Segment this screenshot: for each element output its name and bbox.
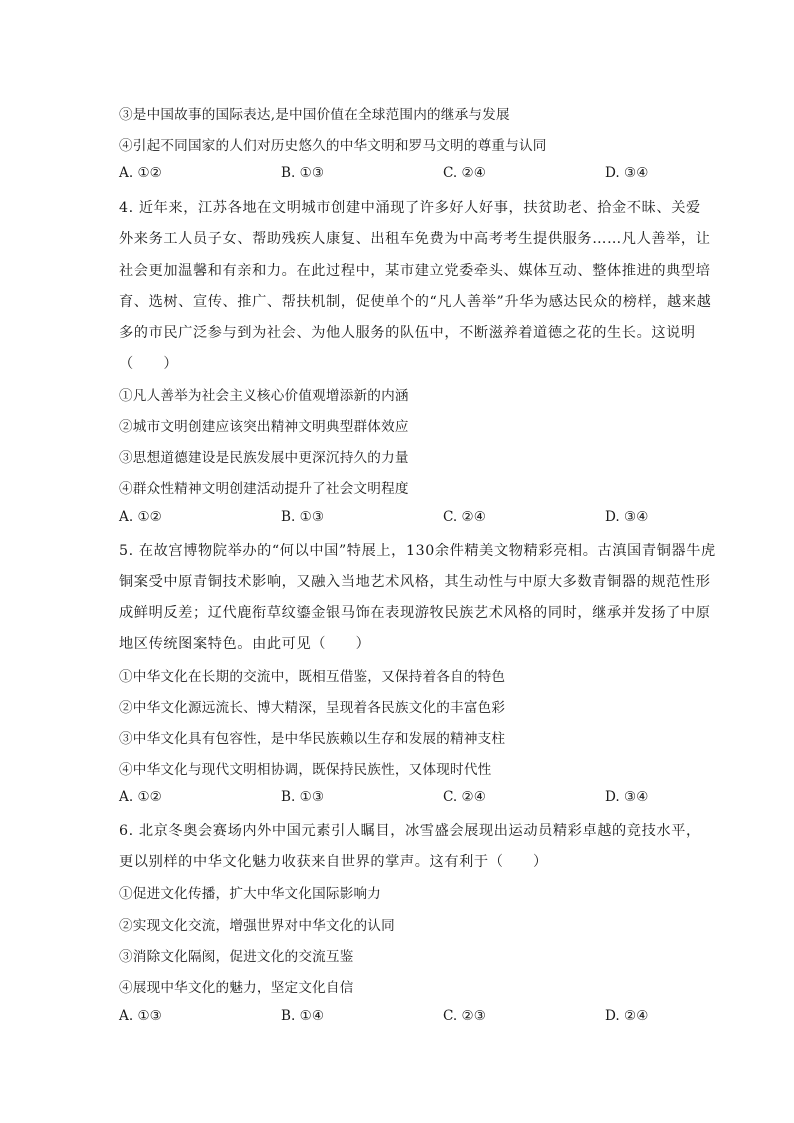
q6-statement-3: ③消除文化隔阂，促进文化的交流互鉴 <box>119 949 354 965</box>
q4-stem-line-1: 4. 近年来，江苏各地在文明城市创建中涌现了许多好人好事，扶贫助老、拾金不昧、关爱 <box>119 200 701 216</box>
q6-statement-2: ②实现文化交流，增强世界对中华文化的认同 <box>119 918 395 934</box>
q5-option-b[interactable]: B. ①③ <box>281 789 325 805</box>
q5-option-c[interactable]: C. ②④ <box>443 789 486 805</box>
q6-statement-4: ④展现中华文化的魅力，坚定文化自信 <box>119 980 354 996</box>
q4-stem-line-2: 外来务工人员子女、帮助残疾人康复、出租车免费为中高考考生提供服务……凡人善举，让 <box>119 231 711 247</box>
q4-stem-line-3: 社会更加温馨和有亲和力。在此过程中，某市建立党委牵头、媒体互动、整体推进的典型培 <box>119 263 711 279</box>
q4-answer-blank: （ ） <box>119 356 179 372</box>
q5-statement-3: ③中华文化具有包容性，是中华民族赖以生存和发展的精神支柱 <box>119 731 506 747</box>
q4-stem-line-4: 育、选树、宣传、推广、帮扶机制，促使单个的“凡人善举”升华为感达民众的榜样，越来越 <box>119 294 712 310</box>
q6-stem-line-2: 更以别样的中华文化魅力收获来自世界的掌声。这有利于（ ） <box>119 854 548 870</box>
q6-statement-1: ①促进文化传播，扩大中华文化国际影响力 <box>119 886 382 902</box>
q5-stem-line-2: 铜案受中原青铜技术影响，又融入当地艺术风格，其生动性与中原大多数青铜器的规范性形 <box>119 574 711 590</box>
q3-option-a[interactable]: A. ①② <box>119 165 162 181</box>
q6-option-a[interactable]: A. ①③ <box>119 1008 162 1024</box>
q4-option-d[interactable]: D. ③④ <box>605 509 649 525</box>
q6-option-b[interactable]: B. ①④ <box>281 1008 325 1024</box>
q4-statement-1: ①凡人善举为社会主义核心价值观增添新的内涵 <box>119 388 409 404</box>
q5-statement-1: ①中华文化在长期的交流中，既相互借鉴，又保持着各自的特色 <box>119 669 506 685</box>
q5-option-d[interactable]: D. ③④ <box>605 789 649 805</box>
q3-option-d[interactable]: D. ③④ <box>605 165 649 181</box>
q4-statement-4: ④群众性精神文明创建活动提升了社会文明程度 <box>119 481 409 497</box>
q3-statement-4: ④引起不同国家的人们对历史悠久的中华文明和罗马文明的尊重与认同 <box>119 138 547 154</box>
q3-option-b[interactable]: B. ①③ <box>281 165 325 181</box>
q4-stem-line-5: 多的市民广泛参与到为社会、为他人服务的队伍中，不断滋养着道德之花的生长。这说明 <box>119 325 696 341</box>
q4-option-a[interactable]: A. ①② <box>119 509 162 525</box>
q5-stem-line-4: 地区传统图案特色。由此可见（ ） <box>119 636 371 652</box>
q6-stem-line-1: 6. 北京冬奥会赛场内外中国元素引人瞩目，冰雪盛会展现出运动员精彩卓越的竞技水平， <box>119 823 701 839</box>
q3-option-c[interactable]: C. ②④ <box>443 165 486 181</box>
q4-statement-3: ③思想道德建设是民族发展中更深沉持久的力量 <box>119 450 409 466</box>
q4-statement-2: ②城市文明创建应该突出精神文明典型群体效应 <box>119 419 409 435</box>
q5-statement-4: ④中华文化与现代文明相协调，既保持民族性，又体现时代性 <box>119 762 492 778</box>
q6-option-c[interactable]: C. ②③ <box>443 1008 486 1024</box>
q5-stem-line-3: 成鲜明反差；辽代鹿衔草纹鎏金银马饰在表现游牧民族艺术风格的同时，继承并发扬了中原 <box>119 605 711 621</box>
q5-option-a[interactable]: A. ①② <box>119 789 162 805</box>
q6-option-d[interactable]: D. ②④ <box>605 1008 649 1024</box>
q5-statement-2: ②中华文化源远流长、博大精深，呈现着各民族文化的丰富色彩 <box>119 700 506 716</box>
q3-statement-3: ③是中国故事的国际表达,是中国价值在全球范围内的继承与发展 <box>119 107 510 123</box>
q4-option-c[interactable]: C. ②④ <box>443 509 486 525</box>
q4-option-b[interactable]: B. ①③ <box>281 509 325 525</box>
q5-stem-line-1: 5. 在故宫博物院举办的“何以中国”特展上，130余件精美文物精彩亮相。古滇国青铜器牛虎 <box>119 543 716 559</box>
